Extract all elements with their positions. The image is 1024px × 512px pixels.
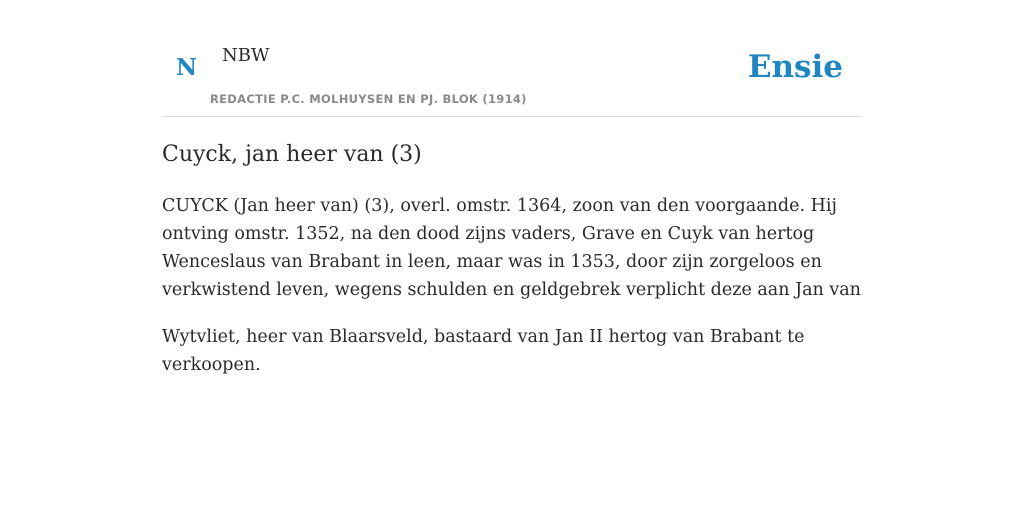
- paragraph-line: verkoopen.: [162, 355, 261, 375]
- article-paragraph-1: [162, 192, 862, 304]
- source-editors: REDACTIE P.C. MOLHUYSEN EN PJ. BLOK (1914): [210, 92, 527, 106]
- paragraph-line: verkwistend leven, wegens schulden en geldgebrek verplicht deze aan Jan van: [162, 280, 861, 300]
- article-title: Cuyck, jan heer van (3): [162, 142, 422, 167]
- article-paragraph-2: [162, 323, 862, 379]
- page-header: [162, 0, 862, 117]
- source-title[interactable]: NBW: [222, 45, 270, 66]
- paragraph-line: CUYCK (Jan heer van) (3), overl. omstr. 1364, zoon van den voorgaande. Hij: [162, 196, 837, 216]
- ensie-logo-link[interactable]: Ensie: [747, 49, 843, 85]
- paragraph-line: Wytvliet, heer van Blaarsveld, bastaard van Jan II hertog van Brabant te: [162, 327, 805, 347]
- source-logo-letter[interactable]: N: [176, 54, 198, 81]
- page-container: [162, 0, 862, 375]
- paragraph-line: ontving omstr. 1352, na den dood zijns vaders, Grave en Cuyk van hertog: [162, 224, 815, 244]
- paragraph-line: Wenceslaus van Brabant in leen, maar was in 1353, door zijn zorgeloos en: [162, 252, 822, 272]
